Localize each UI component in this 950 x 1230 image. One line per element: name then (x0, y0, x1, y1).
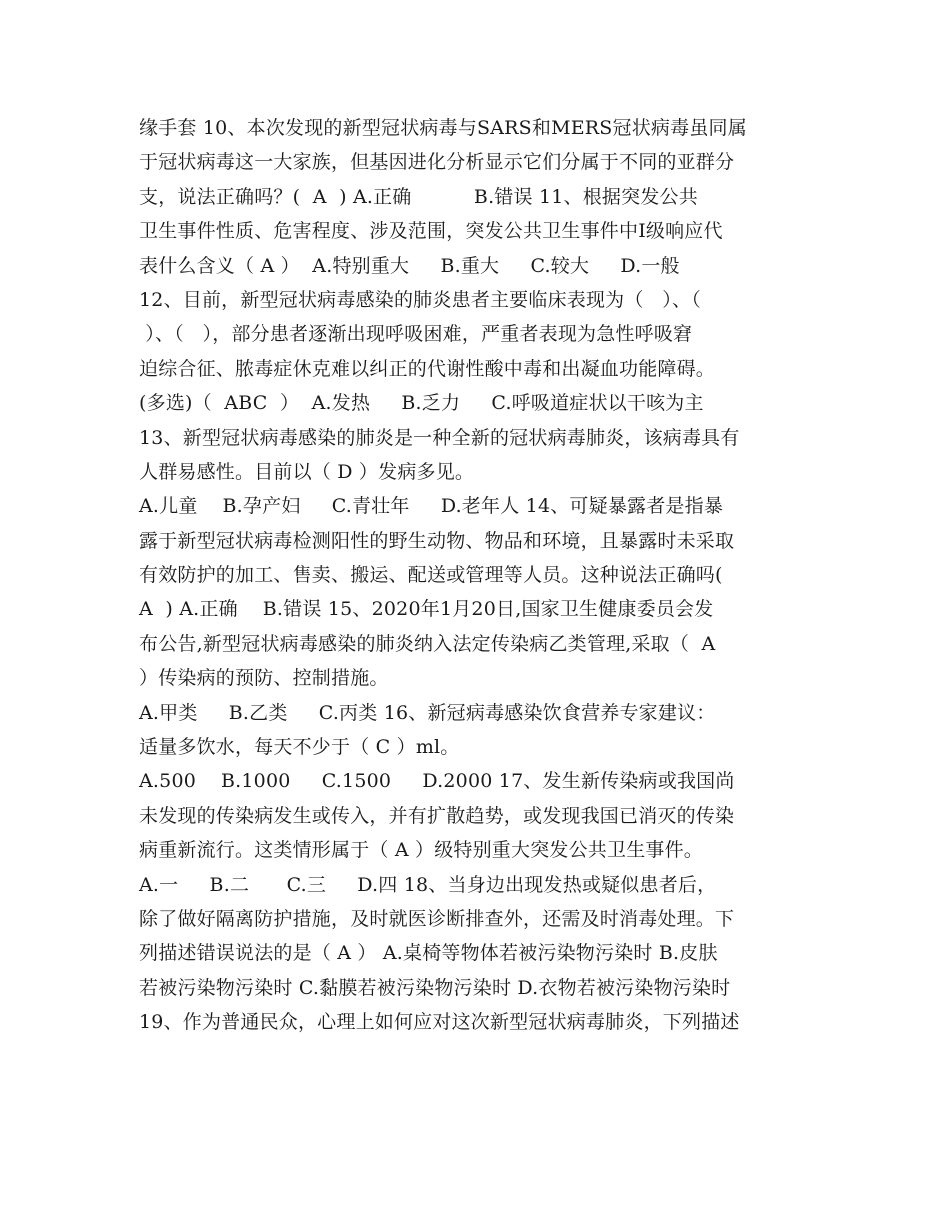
text-line: 布公告,新型冠状病毒感染的肺炎纳入法定传染病乙类管理,采取（ A (139, 632, 716, 655)
text-line: 适量多饮水，每天不少于（ C ）ml。 (139, 736, 460, 759)
text-line: 病重新流行。这类情形属于（ A ）级特别重大突发公共卫生事件。 (139, 839, 704, 862)
text-line: 缘手套 10、本次发现的新型冠状病毒与SARS和MERS冠状病毒虽同属 (139, 117, 747, 139)
text-line: 未发现的传染病发生或传入，并有扩散趋势，或发现我国已消灭的传染 (139, 804, 735, 827)
text-line: 表什么含义（ A ） A.特别重大 B.重大 C.较大 D.一般 (139, 254, 680, 277)
text-line: ）传染病的预防、控制措施。 (139, 667, 389, 690)
text-line: 人群易感性。目前以（ D ）发病多见。 (139, 460, 475, 483)
text-line: 卫生事件性质、危害程度、涉及范围，突发公共卫生事件中Ⅰ级响应代 (139, 220, 723, 243)
text-line: (多选)（ ABC ） A.发热 B.乏力 C.呼吸道症状以干咳为主 (139, 392, 704, 415)
text-line: 有效防护的加工、售卖、搬运、配送或管理等人员。这种说法正确吗( (139, 564, 723, 587)
text-line: 列描述错误说法的是（ A ） A.桌椅等物体若被污染物污染时 B.皮肤 (139, 942, 718, 965)
text-line: 迫综合征、脓毒症休克难以纠正的代谢性酸中毒和出凝血功能障碍。 (139, 357, 716, 380)
text-line: 12、目前，新型冠状病毒感染的肺炎患者主要临床表现为（ ）、（ (139, 288, 701, 311)
text-line: A.一 B.二 C.三 D.四 18、当身边出现发热或疑似患者后， (139, 873, 717, 896)
text-line: A ) A.正确 B.错误 15、2020年1月20日,国家卫生健康委员会发 (139, 598, 714, 621)
text-line: A.甲类 B.乙类 C.丙类 16、新冠病毒感染饮食营养专家建议： (139, 701, 716, 724)
text-line: 若被污染物污染时 C.黏膜若被污染物污染时 D.衣物若被污染物污染时 (139, 976, 731, 999)
text-line: 支，说法正确吗？( A ) A.正确 B.错误 11、根据突发公共 (139, 185, 698, 208)
text-line: 露于新型冠状病毒检测阳性的野生动物、物品和环境，且暴露时未采取 (139, 529, 735, 552)
text-line: A.儿童 B.孕产妇 C.青壮年 D.老年人 14、可疑暴露者是指暴 (139, 495, 724, 518)
text-line: 13、新型冠状病毒感染的肺炎是一种全新的冠状病毒肺炎，该病毒具有 (139, 426, 740, 449)
text-line: 于冠状病毒这一大家族，但基因进化分析显示它们分属于不同的亚群分 (139, 151, 735, 174)
text-line: 除了做好隔离防护措施，及时就医诊断排查外，还需及时消毒处理。下 (139, 907, 735, 930)
body-text (139, 111, 819, 1040)
text-line: 19、作为普通民众，心理上如何应对这次新型冠状病毒肺炎，下列描述 (139, 1011, 740, 1034)
text-line: A.500 B.1000 C.1500 D.2000 17、发生新传染病或我国尚 (139, 770, 735, 793)
text-line: ）、（ ），部分患者逐渐出现呼吸困难，严重者表现为急性呼吸窘 (139, 323, 693, 346)
